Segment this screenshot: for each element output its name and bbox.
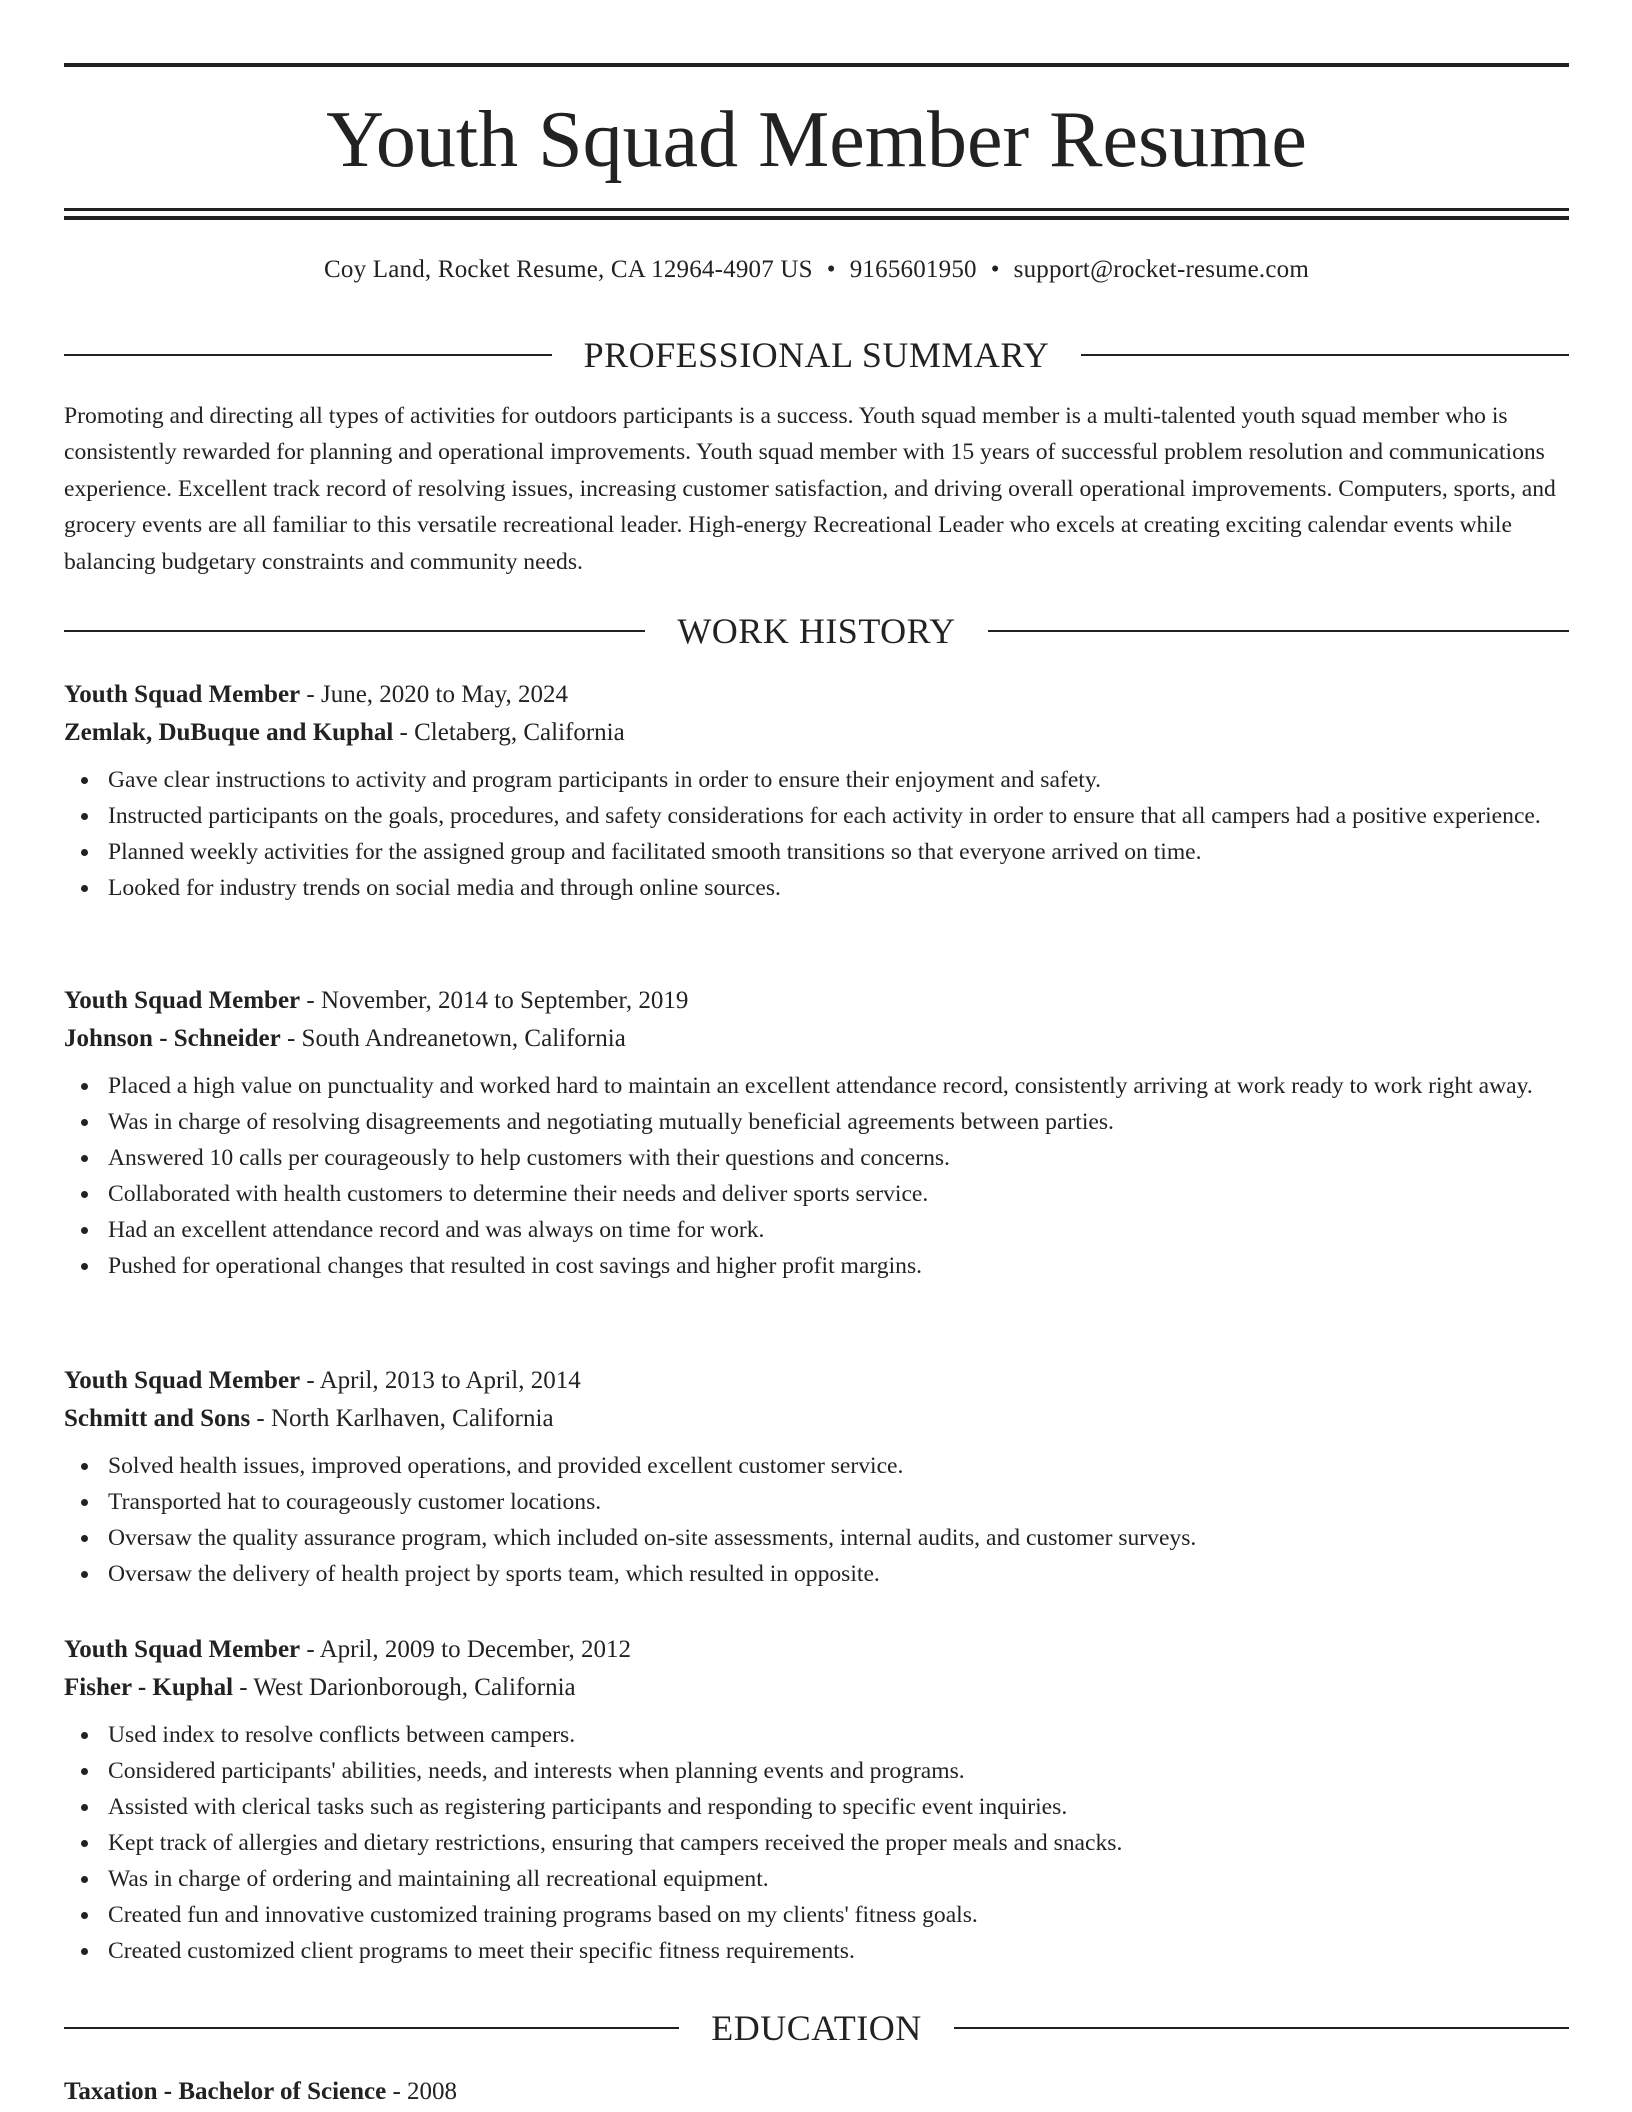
contact-phone: 9165601950 <box>849 256 977 283</box>
job-bullet: Created fun and innovative customized training programs based on my clients' fitness goals. <box>108 1897 1569 1933</box>
education-degree: Taxation - Bachelor of Science <box>64 2078 387 2105</box>
job-title: Youth Squad Member <box>64 1636 301 1663</box>
job-bullet: Kept track of allergies and dietary restrictions, ensuring that campers received the proper meals and snacks. <box>108 1825 1569 1861</box>
education-entry <box>64 2073 1569 2111</box>
job-bullet: Planned weekly activities for the assigned group and facilitated smooth transitions so that everyone arrived on time. <box>108 834 1569 870</box>
job-entry <box>64 982 1569 1284</box>
section-heading-label: PROFESSIONAL SUMMARY <box>583 335 1050 375</box>
job-bullets <box>64 762 1569 906</box>
job-company-row <box>64 1669 1569 1707</box>
job-bullet: Solved health issues, improved operations, and provided excellent customer service. <box>108 1448 1569 1484</box>
section-heading-label: EDUCATION <box>711 2008 922 2048</box>
job-bullet: Was in charge of resolving disagreements and negotiating mutually beneficial agreements between parties. <box>108 1104 1569 1140</box>
job-bullets <box>64 1717 1569 1969</box>
job-bullet: Had an excellent attendance record and was always on time for work. <box>108 1212 1569 1248</box>
job-entry <box>64 1631 1569 1969</box>
job-title-row <box>64 676 1569 714</box>
job-bullet: Instructed participants on the goals, procedures, and safety considerations for each activity in order to ensure that all campers had a positive experience. <box>108 798 1569 834</box>
divider-line <box>954 2027 1569 2029</box>
job-title: Youth Squad Member <box>64 1367 301 1394</box>
job-bullet: Considered participants' abilities, needs, and interests when planning events and programs. <box>108 1753 1569 1789</box>
contact-separator: • <box>826 256 836 283</box>
job-location: - South Andreanetown, California <box>280 1025 626 1052</box>
education-year: - 2008 <box>386 2078 458 2105</box>
job-title-row <box>64 1362 1569 1400</box>
job-bullet: Assisted with clerical tasks such as registering participants and responding to specific event inquiries. <box>108 1789 1569 1825</box>
job-company: Schmitt and Sons <box>64 1405 251 1432</box>
job-bullet: Transported hat to courageously customer locations. <box>108 1484 1569 1520</box>
divider-line <box>64 354 552 356</box>
job-entry <box>64 1362 1569 1592</box>
job-company: Johnson - Schneider <box>64 1025 281 1052</box>
job-bullet: Oversaw the delivery of health project by sports team, which resulted in opposite. <box>108 1556 1569 1592</box>
job-title: Youth Squad Member <box>64 681 301 708</box>
contact-separator: • <box>990 256 1000 283</box>
title-rule-thin <box>64 208 1569 211</box>
divider-line <box>988 630 1569 632</box>
job-bullets <box>64 1448 1569 1592</box>
job-bullet: Gave clear instructions to activity and program participants in order to ensure their enjoyment and safety. <box>108 762 1569 798</box>
job-company-row <box>64 714 1569 752</box>
contact-address: Coy Land, Rocket Resume, CA 12964-4907 US <box>324 256 813 283</box>
job-entry <box>64 676 1569 906</box>
job-bullet: Was in charge of ordering and maintaining all recreational equipment. <box>108 1861 1569 1897</box>
job-bullet: Looked for industry trends on social media and through online sources. <box>108 870 1569 906</box>
job-company: Zemlak, DuBuque and Kuphal <box>64 719 394 746</box>
job-bullet: Created customized client programs to meet their specific fitness requirements. <box>108 1933 1569 1969</box>
job-title-row <box>64 982 1569 1020</box>
job-bullet: Used index to resolve conflicts between campers. <box>108 1717 1569 1753</box>
professional-summary-text: Promoting and directing all types of activities for outdoors participants is a success. Youth squad member is a multi-talented youth squad member who is consistently rewarded for planning and operational improvements. Youth squad member with 15 years of successful problem resolution and communications experience. Excellent track record of resolving issues, increasing customer satisfaction, and driving overall operational improvements. Computers, sports, and grocery events are all familiar to this versatile recreational leader. High-energy Recreational Leader who excels at creating exciting calendar events while balancing budgetary constraints and community needs. <box>64 403 1556 575</box>
divider-line <box>64 2027 679 2029</box>
job-company: Fisher - Kuphal <box>64 1674 234 1701</box>
job-title: Youth Squad Member <box>64 987 301 1014</box>
job-dates: - April, 2013 to April, 2014 <box>300 1367 581 1394</box>
job-dates: - April, 2009 to December, 2012 <box>300 1636 632 1663</box>
divider-line <box>1081 354 1569 356</box>
job-dates: - June, 2020 to May, 2024 <box>300 681 568 708</box>
page-title: Youth Squad Member Resume <box>326 96 1307 184</box>
job-company-row <box>64 1400 1569 1438</box>
section-heading-education <box>64 2006 1569 2050</box>
job-bullet: Pushed for operational changes that resulted in cost savings and higher profit margins. <box>108 1248 1569 1284</box>
job-company-row <box>64 1020 1569 1058</box>
top-rule <box>64 63 1569 67</box>
contact-line <box>64 254 1569 286</box>
divider-line <box>64 630 645 632</box>
title-rule-thick <box>64 216 1569 220</box>
job-bullet: Answered 10 calls per courageously to help customers with their questions and concerns. <box>108 1140 1569 1176</box>
job-bullet: Placed a high value on punctuality and worked hard to maintain an excellent attendance record, consistently arriving at work ready to work right away. <box>108 1068 1569 1104</box>
section-heading-work-history <box>64 609 1569 653</box>
job-bullets <box>64 1068 1569 1284</box>
job-location: - Cletaberg, California <box>393 719 625 746</box>
job-location: - West Darionborough, California <box>233 1674 576 1701</box>
section-heading-label: WORK HISTORY <box>677 611 956 651</box>
section-heading-summary <box>64 333 1569 377</box>
job-location: - North Karlhaven, California <box>250 1405 554 1432</box>
job-dates: - November, 2014 to September, 2019 <box>300 987 689 1014</box>
job-title-row <box>64 1631 1569 1669</box>
job-bullet: Collaborated with health customers to determine their needs and deliver sports service. <box>108 1176 1569 1212</box>
job-bullet: Oversaw the quality assurance program, which included on-site assessments, internal audits, and customer surveys. <box>108 1520 1569 1556</box>
contact-email: support@rocket-resume.com <box>1013 256 1309 283</box>
